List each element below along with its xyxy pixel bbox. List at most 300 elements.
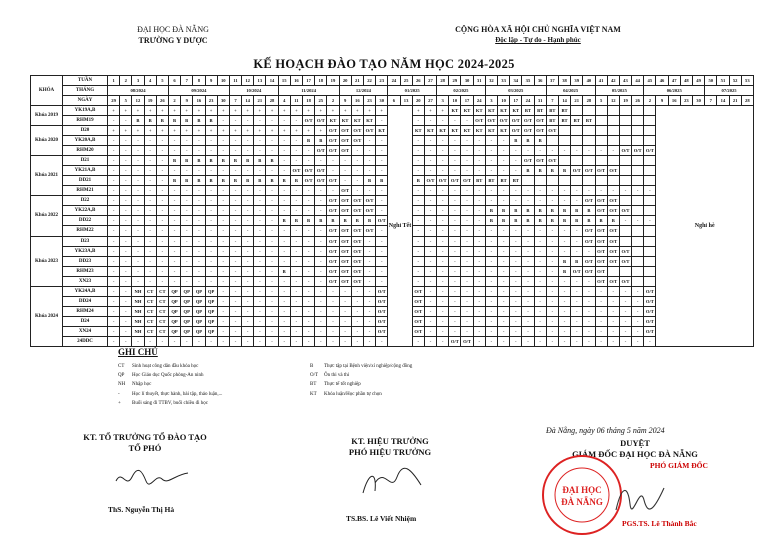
schedule-cell: O/T [534,116,546,126]
schedule-cell: KT [473,126,485,136]
schedule-cell: O/T [412,326,424,336]
schedule-cell: - [534,286,546,296]
schedule-cell: O/T [376,286,388,296]
khoa-cell: Khóa 2023 [31,236,63,286]
org-name: ĐẠI HỌC ĐÀ NẴNG [137,25,209,34]
legend-desc: Học Giáo dục Quốc phòng-An ninh [132,373,204,379]
schedule-cell: O/T [485,116,497,126]
schedule-cell: B [583,216,595,226]
schedule-cell: - [510,326,522,336]
schedule-cell [607,156,619,166]
schedule-cell [619,196,631,206]
schedule-cell: - [242,336,254,346]
schedule-cell: KT [327,116,339,126]
schedule-cell: - [217,226,229,236]
schedule-cell: - [168,256,180,266]
schedule-cell: O/T [376,296,388,306]
schedule-cell: O/T [595,276,607,286]
schedule-cell: QP [168,296,180,306]
schedule-cell: - [327,166,339,176]
schedule-cell: - [351,286,363,296]
schedule-cell: O/T [339,276,351,286]
schedule-cell: - [339,166,351,176]
legend-desc: Thực tập tại Bệnh viện/xí nghiệp/cộng đồng [324,364,413,369]
schedule-cell: - [595,146,607,156]
schedule-cell: - [242,136,254,146]
day-cell: 5 [120,96,132,106]
schedule-cell: B [485,206,497,216]
schedule-cell: - [485,186,497,196]
schedule-cell: - [595,186,607,196]
schedule-cell: - [473,196,485,206]
schedule-cell: - [266,206,278,216]
schedule-cell: - [205,166,217,176]
legend-item [118,399,222,408]
schedule-cell: - [120,156,132,166]
day-cell: 9 [181,96,193,106]
week-number: 27 [424,76,436,86]
schedule-cell: - [290,146,302,156]
schedule-cell: B [181,116,193,126]
schedule-cell: B [558,166,570,176]
schedule-cell: - [558,296,570,306]
schedule-cell: - [424,146,436,156]
schedule-cell: - [327,316,339,326]
week-number: 18 [315,76,327,86]
schedule-cell: - [156,246,168,256]
class-label: YK21A,B [63,166,108,176]
legend-key: NH [118,382,126,388]
schedule-cell: - [315,336,327,346]
schedule-cell [583,176,595,186]
schedule-cell: O/T [546,126,558,136]
schedule-cell: - [108,176,120,186]
schedule-cell: - [449,226,461,236]
schedule-cell: - [449,116,461,126]
schedule-cell: QP [168,326,180,336]
schedule-cell: - [461,296,473,306]
schedule-cell: - [412,226,424,236]
schedule-cell: - [290,266,302,276]
schedule-cell: - [424,246,436,256]
day-cell: 23 [680,96,692,106]
schedule-cell [619,106,631,116]
schedule-cell: O/T [595,236,607,246]
schedule-cell: - [144,336,156,346]
schedule-cell: - [534,306,546,316]
schedule-cell: - [534,146,546,156]
schedule-cell: - [498,196,510,206]
schedule-cell: - [242,286,254,296]
legend-key: KT [310,391,317,397]
schedule-cell: O/T [315,146,327,156]
schedule-cell: - [278,336,290,346]
schedule-cell: + [278,126,290,136]
schedule-cell: - [120,146,132,156]
schedule-cell: + [363,106,375,116]
approval-label: DUYỆT [620,438,650,448]
schedule-cell: - [510,146,522,156]
schedule-cell [595,176,607,186]
schedule-cell: - [144,266,156,276]
schedule-cell: - [120,236,132,246]
schedule-cell: O/T [644,316,656,326]
class-label: DD23 [63,256,108,266]
schedule-cell: - [534,316,546,326]
schedule-cell: O/T [376,216,388,226]
schedule-cell: + [168,126,180,136]
schedule-cell: - [473,246,485,256]
schedule-cell: CT [156,306,168,316]
schedule-cell: + [108,126,120,136]
schedule-cell: O/T [412,286,424,296]
schedule-cell: NH [132,306,144,316]
schedule-cell: - [254,186,266,196]
schedule-cell: - [266,116,278,126]
schedule-cell: - [254,116,266,126]
schedule-cell: - [558,276,570,286]
schedule-cell: - [412,246,424,256]
schedule-cell: - [229,286,241,296]
signer-name-3: PGS.TS. Lê Thành Bắc [622,519,697,528]
schedule-cell: - [461,166,473,176]
schedule-cell: - [278,226,290,236]
class-label: RHM23 [63,266,108,276]
schedule-cell [571,176,583,186]
legend-desc: Buổi sáng đi TTBV, buổi chiều đi học [132,400,208,406]
schedule-cell: KT [461,106,473,116]
schedule-cell: O/T [461,176,473,186]
schedule-cell [571,136,583,146]
schedule-cell: - [632,336,644,346]
schedule-cell: O/T [327,146,339,156]
week-number: 43 [619,76,631,86]
schedule-cell: - [229,266,241,276]
schedule-cell: O/T [376,306,388,316]
schedule-cell: - [546,246,558,256]
week-number: 46 [656,76,668,86]
schedule-cell: - [303,206,315,216]
schedule-cell: - [315,326,327,336]
schedule-cell: - [144,186,156,196]
legend-key: B [310,364,314,369]
schedule-cell [644,126,656,136]
schedule-cell: - [229,256,241,266]
schedule-cell: NH [132,286,144,296]
legend-item [118,371,222,380]
schedule-cell: B [205,176,217,186]
schedule-cell: - [156,216,168,226]
day-cell: 28 [741,96,753,106]
schedule-cell: - [132,146,144,156]
schedule-cell: - [242,196,254,206]
schedule-cell: - [534,186,546,196]
schedule-cell: - [290,326,302,336]
schedule-cell: - [485,156,497,166]
schedule-cell: - [571,286,583,296]
schedule-cell: - [303,296,315,306]
schedule-cell: - [351,316,363,326]
month-cell: 01/2025 [388,86,437,96]
schedule-cell: - [607,316,619,326]
day-cell: 29 [108,96,120,106]
schedule-cell: B [181,156,193,166]
legend-right [310,362,412,399]
schedule-cell: - [363,276,375,286]
schedule-cell: + [181,126,193,136]
schedule-cell: - [266,276,278,286]
schedule-cell: - [205,226,217,236]
schedule-cell: O/T [327,196,339,206]
schedule-cell: O/T [619,256,631,266]
schedule-cell: - [156,166,168,176]
schedule-cell: - [632,216,644,226]
schedule-cell: KT [412,126,424,136]
schedule-cell: - [229,236,241,246]
schedule-cell: B [242,156,254,166]
schedule-cell: - [205,276,217,286]
legend-desc: Ôn thi và thi [324,373,350,379]
schedule-cell: - [473,316,485,326]
day-cell: 26 [156,96,168,106]
schedule-cell: - [120,306,132,316]
schedule-cell: - [132,226,144,236]
schedule-cell: O/T [534,156,546,166]
schedule-cell: - [485,136,497,146]
schedule-cell: - [303,306,315,316]
legend-key: CT [118,364,125,369]
schedule-cell: O/T [327,176,339,186]
schedule-cell [522,176,534,186]
day-cell: 31 [534,96,546,106]
schedule-cell: - [498,296,510,306]
schedule-cell: - [266,236,278,246]
schedule-cell: - [485,196,497,206]
schedule-cell: - [449,266,461,276]
day-cell: 5 [595,96,607,106]
approval-title: GIÁM ĐỐC ĐẠI HỌC ĐÀ NẴNG [572,449,698,459]
schedule-cell: QP [205,326,217,336]
schedule-cell: O/T [595,166,607,176]
schedule-cell: CT [156,296,168,306]
schedule-cell: - [205,206,217,216]
schedule-cell: - [120,256,132,266]
schedule-cell: BT [546,106,558,116]
schedule-cell: B [522,216,534,226]
schedule-cell: - [120,206,132,216]
schedule-cell: - [424,116,436,126]
day-cell: 25 [315,96,327,106]
schedule-cell: - [303,196,315,206]
schedule-cell: - [583,296,595,306]
schedule-cell: - [254,246,266,256]
month-cell: 12/2024 [339,86,388,96]
schedule-cell: - [607,186,619,196]
month-cell: 03/2025 [485,86,546,96]
schedule-cell: - [181,246,193,256]
schedule-cell: - [120,196,132,206]
schedule-cell: KT [376,126,388,136]
week-number: 50 [705,76,717,86]
schedule-cell: - [315,196,327,206]
schedule-cell: - [449,206,461,216]
schedule-cell [632,226,644,236]
legend-left [118,362,222,408]
day-cell: 23 [205,96,217,106]
schedule-cell: - [120,296,132,306]
schedule-cell [632,256,644,266]
class-label: RHM21 [63,186,108,196]
schedule-cell: - [534,226,546,236]
schedule-cell: - [229,116,241,126]
schedule-cell: B [254,176,266,186]
schedule-cell: - [571,226,583,236]
schedule-cell: B [339,216,351,226]
week-number: 40 [583,76,595,86]
week-number: 48 [680,76,692,86]
month-cell: 09/2024 [168,86,229,96]
schedule-cell: - [498,146,510,156]
schedule-cell: - [424,236,436,246]
schedule-cell: O/T [522,156,534,166]
schedule-cell: B [607,216,619,226]
schedule-cell: BT [498,176,510,186]
schedule-cell: - [558,146,570,156]
schedule-cell: - [132,276,144,286]
day-cell: 16 [668,96,680,106]
schedule-cell: - [595,296,607,306]
schedule-cell: B [144,116,156,126]
schedule-cell: - [644,216,656,226]
schedule-cell: O/T [644,306,656,316]
schedule-cell: O/T [327,226,339,236]
schedule-cell: O/T [607,196,619,206]
schedule-cell: - [168,206,180,216]
schedule-cell: - [327,306,339,316]
schedule-cell: - [156,276,168,286]
schedule-cell: - [522,316,534,326]
schedule-cell [632,156,644,166]
schedule-cell: - [181,196,193,206]
schedule-cell: - [168,236,180,246]
schedule-cell: - [205,196,217,206]
signer-name-2: TS.BS. Lê Viết Nhiệm [346,514,417,523]
schedule-cell: - [351,146,363,156]
schedule-cell: - [449,276,461,286]
schedule-cell: O/T [327,256,339,266]
schedule-cell: - [315,206,327,216]
school-name: TRƯỜNG Y DƯỢC [138,36,208,45]
legend-item [310,380,412,389]
schedule-cell: - [229,296,241,306]
schedule-cell: - [449,196,461,206]
schedule-cell: - [619,306,631,316]
schedule-cell: - [351,296,363,306]
schedule-cell: - [583,146,595,156]
schedule-cell: - [144,216,156,226]
schedule-cell: O/T [327,246,339,256]
schedule-cell: - [108,256,120,266]
schedule-cell: KT [449,106,461,116]
signature-subtitle: TỔ PHÓ [128,443,162,453]
schedule-cell: - [181,146,193,156]
schedule-cell: - [510,286,522,296]
schedule-cell: - [424,136,436,146]
schedule-cell: + [351,106,363,116]
schedule-cell: - [278,316,290,326]
schedule-cell: B [558,216,570,226]
schedule-cell: - [571,236,583,246]
schedule-cell: - [522,246,534,256]
schedule-cell: - [132,186,144,196]
national-header [438,24,638,46]
schedule-cell: - [327,296,339,306]
schedule-cell: - [254,236,266,246]
schedule-cell: - [108,266,120,276]
day-cell: 24 [473,96,485,106]
schedule-cell: - [254,326,266,336]
schedule-cell: - [412,206,424,216]
week-number: 38 [558,76,570,86]
schedule-cell: - [229,136,241,146]
schedule-cell: - [108,116,120,126]
schedule-cell: - [193,256,205,266]
schedule-cell: - [303,236,315,246]
schedule-cell: - [217,166,229,176]
schedule-cell: - [437,186,449,196]
schedule-cell: CT [144,286,156,296]
schedule-cell: B [546,206,558,216]
schedule-cell: - [315,156,327,166]
schedule-cell: B [205,116,217,126]
schedule-cell: - [278,286,290,296]
schedule-cell: - [485,286,497,296]
schedule-cell: - [571,336,583,346]
schedule-cell: O/T [363,196,375,206]
schedule-cell: - [571,316,583,326]
schedule-cell: - [181,136,193,146]
schedule-cell: - [437,206,449,216]
schedule-cell: KT [510,106,522,116]
schedule-cell: O/T [424,176,436,186]
schedule-cell: - [327,186,339,196]
schedule-cell: - [278,206,290,216]
schedule-cell: O/T [607,206,619,216]
schedule-cell: - [205,266,217,276]
schedule-cell: - [144,226,156,236]
schedule-cell: - [254,296,266,306]
legend-key: - [118,391,120,397]
schedule-cell: NH [132,316,144,326]
schedule-cell: - [168,196,180,206]
month-cell: 04/2025 [546,86,595,96]
schedule-cell: B [412,176,424,186]
schedule-cell: - [351,326,363,336]
schedule-cell: - [607,296,619,306]
schedule-cell: - [619,286,631,296]
schedule-cell: - [644,336,656,346]
schedule-cell: - [303,156,315,166]
schedule-cell [632,196,644,206]
schedule-cell: - [510,256,522,266]
schedule-cell: + [254,126,266,136]
schedule-cell: - [254,316,266,326]
schedule-cell: - [461,326,473,336]
schedule-cell [558,176,570,186]
schedule-cell: O/T [498,116,510,126]
schedule-cell: - [205,216,217,226]
schedule-cell: - [108,166,120,176]
